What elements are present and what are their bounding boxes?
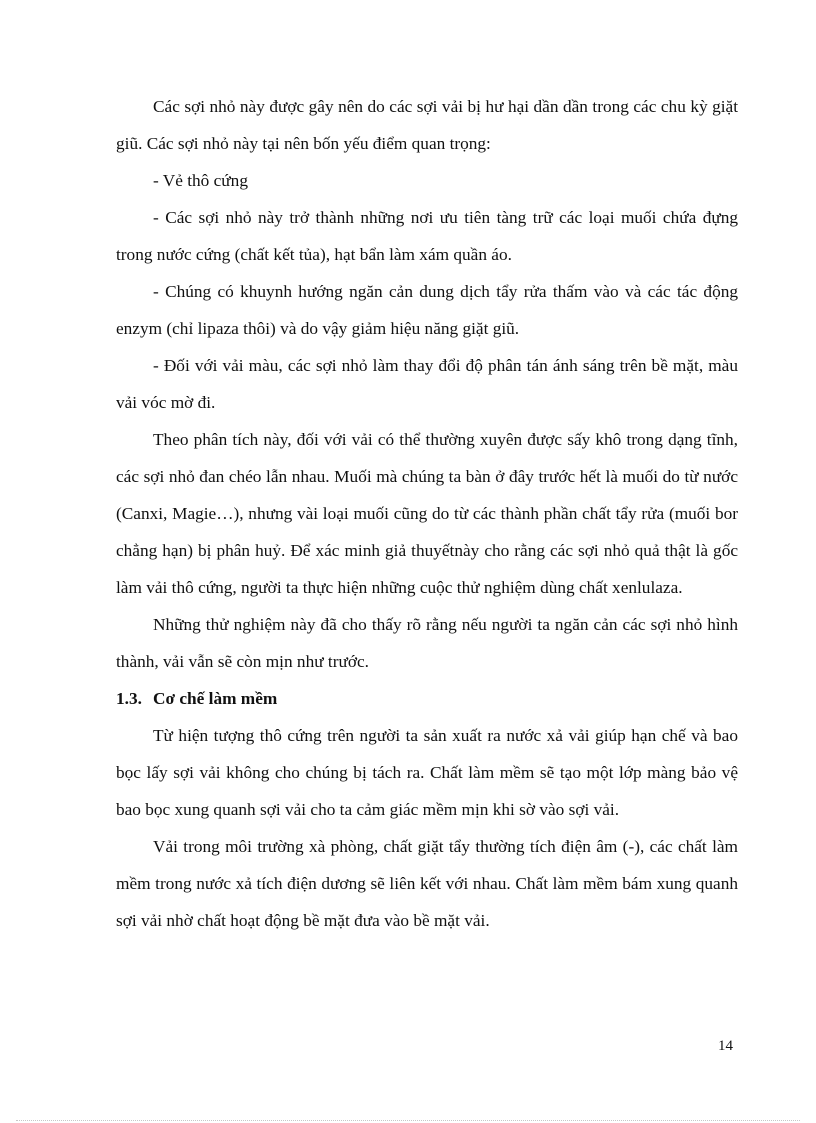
section-heading	[116, 680, 738, 717]
paragraph: Các sợi nhỏ này được gây nên do các sợi vải bị hư hại dần dần trong các chu kỳ giặt giũ. Các sợi nhỏ này tại nên bốn yếu điểm quan trọng:	[116, 97, 738, 153]
page-number: 14	[718, 1038, 733, 1054]
bullet-item: - Các sợi nhỏ này trở thành những nơi ưu tiên tàng trữ các loại muối chứa đựng trong nước cứng (chất kết tủa), hạt bẩn làm xám quần áo.	[116, 208, 738, 264]
paragraph: Từ hiện tượng thô cứng trên người ta sản xuất ra nước xả vải giúp hạn chế và bao bọc lấy sợi vải không cho chúng bị tách ra. Chất làm mềm sẽ tạo một lớp màng bảo vệ bao bọc xung quanh sợi vải cho ta cảm giác mềm mịn khi sờ vào sợi vải.	[116, 726, 738, 819]
bullet-item: - Đối với vải màu, các sợi nhỏ làm thay đổi độ phân tán ánh sáng trên bề mặt, màu vải vóc mờ đi.	[116, 356, 738, 412]
bullet-item: - Chúng có khuynh hướng ngăn cản dung dịch tẩy rửa thấm vào và các tác động enzym (chỉ lipaza thôi) và do vậy giảm hiệu năng giặt giũ.	[116, 282, 738, 338]
section-title: Cơ chế làm mềm	[153, 689, 278, 708]
paragraph: Theo phân tích này, đối với vải có thể thường xuyên được sấy khô trong dạng tĩnh, các sợi nhỏ đan chéo lẫn nhau. Muối mà chúng ta bàn ở đây trước hết là muối do từ nước (Canxi, Magie…), nhưng vài loại muối cũng do từ các thành phần chất tẩy rửa (muối bor chẳng hạn) bị phân huỷ. Để xác minh giả thuyếtnày cho rằng các sợi nhỏ quả thật là gốc làm vải thô cứng, người ta thực hiện những cuộc thử nghiệm dùng chất xenlulaza.	[116, 430, 738, 597]
paragraph: Những thử nghiệm này đã cho thấy rõ rằng nếu người ta ngăn cản các sợi nhỏ hình thành, vải vẫn sẽ còn mịn như trước.	[116, 615, 738, 671]
document-page	[116, 88, 738, 939]
section-number: 1.3.	[116, 689, 142, 708]
paragraph: Vải trong môi trường xà phòng, chất giặt tẩy thường tích điện âm (-), các chất làm mềm trong nước xả tích điện dương sẽ liên kết với nhau. Chất làm mềm bám xung quanh sợi vải nhờ chất hoạt động bề mặt đưa vào bề mặt vải.	[116, 837, 738, 930]
bullet-item: - Vẻ thô cứng	[153, 171, 248, 190]
page-bottom-divider	[16, 1120, 800, 1121]
